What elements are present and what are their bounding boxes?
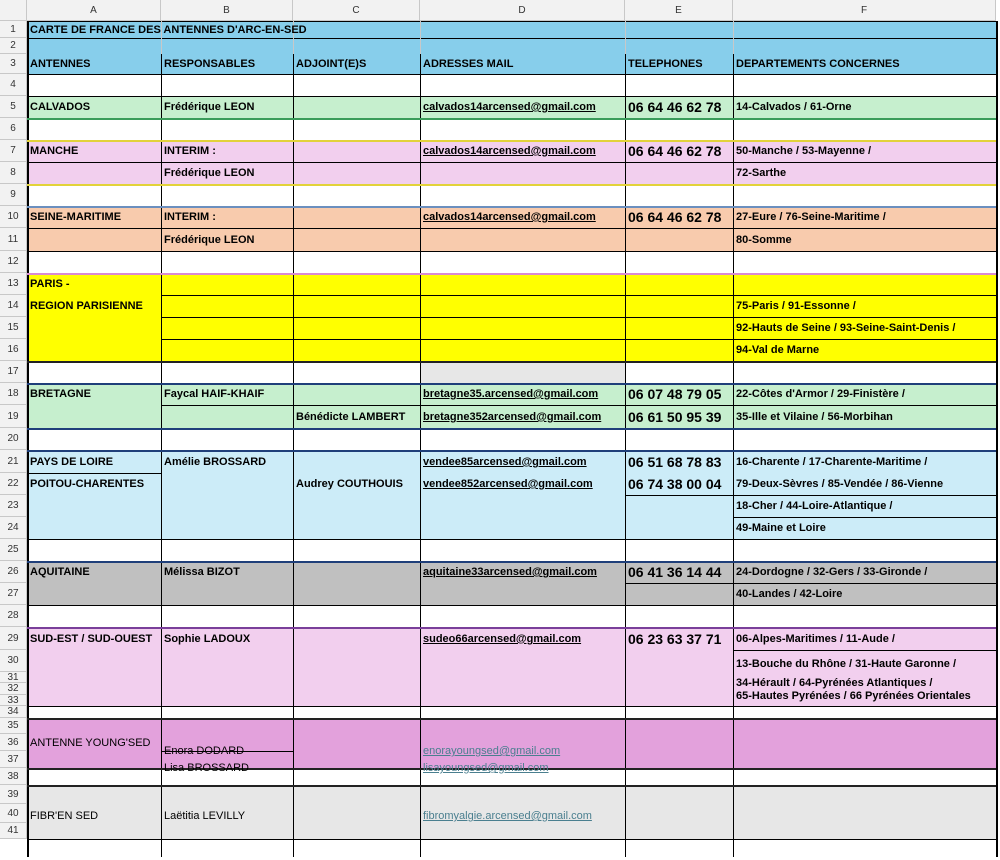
- grid-line: [625, 495, 734, 496]
- grid-line: [293, 706, 421, 707]
- antenna-sud-est-sud-ouest: SUD-EST / SUD-OUEST: [30, 633, 153, 645]
- phone-number: 06 51 68 78 83: [628, 454, 722, 470]
- departements: 40-Landes / 42-Loire: [736, 588, 843, 600]
- antenna-manche: MANCHE: [30, 145, 79, 157]
- antenna-paris: PARIS -: [30, 278, 70, 290]
- col-title-adjoints: ADJOINT(E)S: [296, 58, 367, 70]
- grid-line: [293, 317, 421, 318]
- responsable-name: Lisa BROSSARD: [164, 762, 249, 774]
- phone-number: 06 74 38 00 04: [628, 476, 722, 492]
- row-header[interactable]: 11: [0, 228, 27, 251]
- departements: 94-Val de Marne: [736, 344, 820, 356]
- row-header[interactable]: 39: [0, 785, 27, 804]
- accent-border: [27, 184, 996, 186]
- grid-line: [161, 162, 294, 163]
- column-header-a[interactable]: A: [27, 0, 161, 21]
- phone-number: 06 64 46 62 78: [628, 99, 722, 115]
- grid-line: [161, 295, 294, 296]
- grid-line: [27, 839, 162, 840]
- accent-border: [27, 140, 996, 142]
- grid-line: [27, 473, 162, 474]
- antenna-fibrensed: FIBR'EN SED: [30, 810, 99, 822]
- responsable-name: Frédérique LEON: [164, 167, 255, 179]
- grid-line: [625, 583, 734, 584]
- departements: 18-Cher / 44-Loire-Atlantique /: [736, 500, 893, 512]
- email-link[interactable]: fibromyalgie.arcensed@gmail.com: [423, 810, 592, 822]
- grid-line: [161, 74, 294, 75]
- row-header[interactable]: 6: [0, 118, 27, 140]
- departements: 24-Dordogne / 32-Gers / 33-Gironde /: [736, 566, 928, 578]
- grid-line: [293, 839, 421, 840]
- departements: 49-Maine et Loire: [736, 522, 826, 534]
- grid-line: [420, 339, 626, 340]
- grid-line: [420, 539, 626, 540]
- email-link[interactable]: sudeo66arcensed@gmail.com: [423, 633, 582, 645]
- row-header[interactable]: 25: [0, 539, 27, 561]
- row-header[interactable]: 19: [0, 405, 27, 428]
- row-header[interactable]: 13: [0, 273, 27, 295]
- phone-number: 06 07 48 79 05: [628, 386, 722, 402]
- accent-border: [27, 627, 996, 629]
- antenna-poitou-charentes: POITOU-CHARENTES: [30, 478, 145, 490]
- row-header[interactable]: 36: [0, 734, 27, 751]
- col-title-antennes: ANTENNES: [30, 58, 91, 70]
- grid-line: [420, 317, 626, 318]
- grid-line: [27, 605, 162, 606]
- phone-number: 06 61 50 95 39: [628, 409, 722, 425]
- grid-line: [420, 21, 421, 54]
- departements: 13-Bouche du Rhône / 31-Haute Garonne /: [736, 658, 957, 670]
- accent-border: [27, 718, 996, 720]
- grid-line: [161, 54, 162, 857]
- grid-line: [733, 54, 734, 857]
- select-all-corner[interactable]: [0, 0, 27, 21]
- grid-line: [733, 583, 997, 584]
- antenna-bretagne: BRETAGNE: [30, 388, 91, 400]
- adjoint-name: Audrey COUTHOUIS: [296, 478, 403, 490]
- responsable-name: Laëtitia LEVILLY: [164, 810, 246, 822]
- grid-line: [161, 251, 294, 252]
- grid-line: [420, 96, 626, 97]
- col-title-departements: DEPARTEMENTS CONCERNES: [736, 58, 900, 70]
- grid-line: [293, 295, 421, 296]
- grid-line: [27, 21, 29, 857]
- antenna-calvados: CALVADOS: [30, 101, 91, 113]
- row-header[interactable]: 18: [0, 383, 27, 405]
- grid-line: [293, 339, 421, 340]
- grid-line: [420, 74, 626, 75]
- grid-line: [733, 839, 997, 840]
- grid-line: [27, 162, 162, 163]
- row-header[interactable]: 7: [0, 140, 27, 162]
- row-header[interactable]: 10: [0, 206, 27, 228]
- accent-border: [27, 450, 996, 452]
- grid-line: [420, 605, 626, 606]
- grid-line: [625, 339, 734, 340]
- grid-line: [733, 539, 997, 540]
- departements: 50-Manche / 53-Mayenne /: [736, 145, 872, 157]
- grid-line: [733, 96, 997, 97]
- grid-line: [733, 339, 997, 340]
- interim-label: INTERIM :: [164, 211, 216, 223]
- grid-line: [161, 405, 294, 406]
- grid-line: [996, 21, 998, 857]
- column-header-b[interactable]: B: [161, 0, 293, 21]
- grid-line: [293, 539, 421, 540]
- grid-line: [27, 38, 162, 39]
- departements: 06-Alpes-Maritimes / 11-Aude /: [736, 633, 895, 645]
- row-header[interactable]: 28: [0, 605, 27, 627]
- accent-border: [27, 785, 996, 787]
- email-link[interactable]: calvados14arcensed@gmail.com: [423, 101, 596, 113]
- row-header[interactable]: 32: [0, 683, 27, 695]
- departements: 92-Hauts de Seine / 93-Seine-Saint-Denis /: [736, 322, 956, 334]
- grid-line: [293, 228, 421, 229]
- row-header[interactable]: 15: [0, 317, 27, 339]
- row-header[interactable]: 3: [0, 54, 27, 74]
- grid-line: [161, 38, 294, 39]
- grid-line: [293, 54, 294, 857]
- row-header[interactable]: 4: [0, 74, 27, 96]
- grid-line: [27, 74, 162, 75]
- accent-border: [27, 118, 996, 120]
- grid-line: [625, 74, 734, 75]
- column-header-d[interactable]: D: [420, 0, 625, 21]
- grid-line: [27, 539, 162, 540]
- sheet-title: CARTE DE FRANCE DES ANTENNES D'ARC-EN-SED: [30, 24, 307, 36]
- grid-line: [733, 74, 997, 75]
- col-title-telephones: TELEPHONES: [628, 58, 703, 70]
- grid-line: [625, 96, 734, 97]
- grid-line: [161, 605, 294, 606]
- grid-line: [293, 38, 421, 39]
- grid-line: [733, 295, 997, 296]
- accent-border: [27, 273, 996, 275]
- row-header[interactable]: 24: [0, 517, 27, 539]
- email-link[interactable]: bretagne352arcensed@gmail.com: [423, 411, 602, 423]
- grid-line: [420, 295, 626, 296]
- accent-border: [27, 561, 996, 563]
- email-link[interactable]: lisayoungsed@gmail.com: [423, 762, 549, 774]
- phone-number: 06 64 46 62 78: [628, 209, 722, 225]
- grid-line: [733, 317, 997, 318]
- responsable-name: Frédérique LEON: [164, 101, 255, 113]
- grid-line: [625, 228, 734, 229]
- phone-number: 06 23 63 37 71: [628, 631, 722, 647]
- row-header[interactable]: 41: [0, 823, 27, 839]
- grid-line: [625, 539, 734, 540]
- empty-cell-shade: [420, 361, 625, 383]
- antenna-seine-maritime: SEINE-MARITIME: [30, 211, 122, 223]
- departements: 35-Ille et Vilaine / 56-Morbihan: [736, 411, 893, 423]
- responsable-name: Mélissa BIZOT: [164, 566, 240, 578]
- grid-line: [161, 839, 294, 840]
- row-header[interactable]: 8: [0, 162, 27, 184]
- row-header[interactable]: 31: [0, 672, 27, 683]
- col-title-mail: ADRESSES MAIL: [423, 58, 514, 70]
- grid-line: [27, 251, 162, 252]
- grid-line: [420, 251, 626, 252]
- grid-line: [161, 539, 294, 540]
- row-header[interactable]: 17: [0, 361, 27, 383]
- grid-line: [625, 162, 734, 163]
- grid-line: [733, 38, 997, 39]
- grid-line: [420, 228, 626, 229]
- responsable-name: Sophie LADOUX: [164, 633, 251, 645]
- row-header[interactable]: 33: [0, 695, 27, 706]
- grid-line: [161, 317, 294, 318]
- accent-border: [27, 428, 996, 430]
- interim-label: INTERIM :: [164, 145, 216, 157]
- email-link[interactable]: aquitaine33arcensed@gmail.com: [423, 566, 597, 578]
- grid-line: [625, 839, 734, 840]
- accent-border: [27, 383, 996, 385]
- row-header[interactable]: 27: [0, 583, 27, 605]
- row-header[interactable]: 12: [0, 251, 27, 273]
- antenna-pays-de-loire: PAYS DE LOIRE: [30, 456, 114, 468]
- row-header[interactable]: 35: [0, 718, 27, 734]
- grid-line: [733, 517, 997, 518]
- row-header[interactable]: 38: [0, 768, 27, 785]
- grid-line: [733, 605, 997, 606]
- column-header-f[interactable]: F: [733, 0, 996, 21]
- grid-line: [420, 162, 626, 163]
- departements: 75-Paris / 91-Essonne /: [736, 300, 856, 312]
- grid-line: [625, 317, 734, 318]
- row-header[interactable]: 23: [0, 495, 27, 517]
- responsable-name: Enora DODARD: [164, 745, 245, 757]
- column-header-e[interactable]: E: [625, 0, 733, 21]
- row-header[interactable]: 29: [0, 627, 27, 650]
- departements: 65-Hautes Pyrénées / 66 Pyrénées Orientales: [736, 690, 971, 702]
- email-link[interactable]: vendee85arcensed@gmail.com: [423, 456, 587, 468]
- grid-line: [420, 839, 626, 840]
- grid-line: [27, 706, 162, 707]
- row-header[interactable]: 40: [0, 804, 27, 823]
- grid-line: [293, 605, 421, 606]
- col-title-responsables: RESPONSABLES: [164, 58, 256, 70]
- email-link[interactable]: vendee852arcensed@gmail.com: [423, 478, 593, 490]
- row-header[interactable]: 37: [0, 751, 27, 768]
- departements: 34-Hérault / 64-Pyrénées Atlantiques /: [736, 677, 933, 689]
- departements: 22-Côtes d'Armor / 29-Finistère /: [736, 388, 905, 400]
- grid-line: [293, 162, 421, 163]
- departements: 72-Sarthe: [736, 167, 787, 179]
- departements: 79-Deux-Sèvres / 85-Vendée / 86-Vienne: [736, 478, 944, 490]
- grid-line: [293, 251, 421, 252]
- grid-line: [625, 251, 734, 252]
- grid-line: [733, 495, 997, 496]
- departements: 80-Somme: [736, 234, 792, 246]
- grid-line: [293, 405, 421, 406]
- column-header-c[interactable]: C: [293, 0, 420, 21]
- departements: 14-Calvados / 61-Orne: [736, 101, 852, 113]
- adjoint-name: Bénédicte LAMBERT: [296, 411, 406, 423]
- departements: 16-Charente / 17-Charente-Maritime /: [736, 456, 928, 468]
- row-header[interactable]: 30: [0, 650, 27, 672]
- row-header[interactable]: 22: [0, 473, 27, 495]
- grid-line: [733, 251, 997, 252]
- email-link[interactable]: enorayoungsed@gmail.com: [423, 745, 561, 757]
- grid-line: [625, 295, 734, 296]
- row-header[interactable]: 20: [0, 428, 27, 450]
- grid-line: [420, 38, 626, 39]
- row-header[interactable]: 21: [0, 450, 27, 473]
- grid-line: [733, 706, 997, 707]
- grid-line: [161, 96, 294, 97]
- responsable-name: Faycal HAIF-KHAIF: [164, 388, 265, 400]
- accent-border: [27, 361, 996, 363]
- row-header[interactable]: 16: [0, 339, 27, 361]
- responsable-name: Frédérique LEON: [164, 234, 255, 246]
- row-header[interactable]: 9: [0, 184, 27, 206]
- grid-line: [27, 96, 162, 97]
- departements: 27-Eure / 76-Seine-Maritime /: [736, 211, 886, 223]
- email-link[interactable]: bretagne35.arcensed@gmail.com: [423, 388, 599, 400]
- accent-border: [27, 206, 996, 208]
- row-header[interactable]: 1: [0, 21, 27, 38]
- row-header[interactable]: 26: [0, 561, 27, 583]
- grid-line: [625, 38, 734, 39]
- row-header[interactable]: 14: [0, 295, 27, 317]
- antenna-youngsed: ANTENNE YOUNG'SED: [30, 737, 151, 749]
- grid-line: [161, 706, 294, 707]
- grid-line: [625, 21, 626, 54]
- row-header[interactable]: 2: [0, 38, 27, 54]
- grid-line: [420, 706, 626, 707]
- antenna-aquitaine: AQUITAINE: [30, 566, 90, 578]
- grid-line: [733, 650, 997, 651]
- grid-line: [733, 405, 997, 406]
- grid-line: [733, 228, 997, 229]
- grid-line: [625, 706, 734, 707]
- grid-line: [161, 339, 294, 340]
- row-header[interactable]: 5: [0, 96, 27, 118]
- grid-line: [625, 605, 734, 606]
- grid-line: [625, 405, 734, 406]
- grid-line: [27, 228, 162, 229]
- email-link[interactable]: calvados14arcensed@gmail.com: [423, 211, 596, 223]
- grid-line: [420, 54, 421, 857]
- phone-number: 06 64 46 62 78: [628, 143, 722, 159]
- grid-line: [293, 96, 421, 97]
- grid-line: [733, 21, 734, 54]
- grid-line: [733, 162, 997, 163]
- email-link[interactable]: calvados14arcensed@gmail.com: [423, 145, 596, 157]
- grid-line: [293, 74, 421, 75]
- responsable-name: Amélie BROSSARD: [164, 456, 267, 468]
- antenna-region-parisienne: REGION PARISIENNE: [30, 300, 143, 312]
- grid-line: [625, 54, 626, 857]
- grid-line: [161, 228, 294, 229]
- row-header[interactable]: 34: [0, 706, 27, 718]
- phone-number: 06 41 36 14 44: [628, 564, 722, 580]
- grid-line: [420, 405, 626, 406]
